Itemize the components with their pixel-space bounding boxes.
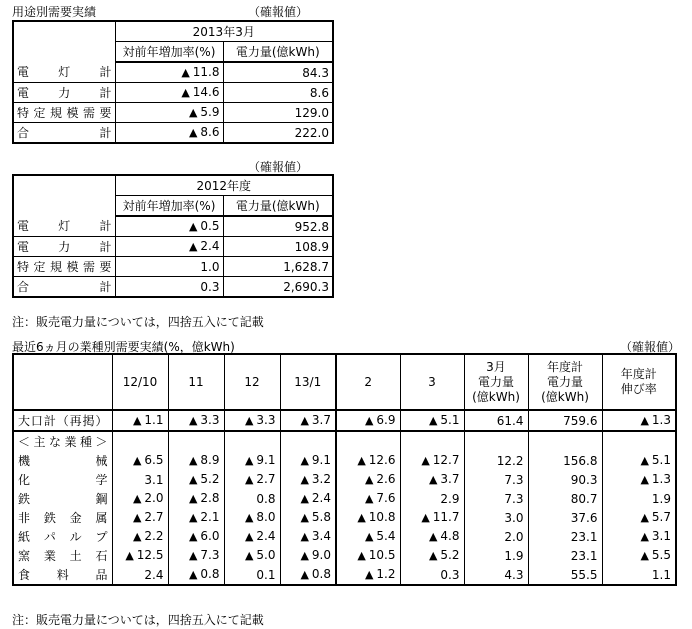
value-text: 1.9 xyxy=(651,491,671,506)
growth-cell xyxy=(280,508,336,527)
value-text: 2,690.3 xyxy=(283,279,329,294)
value-text: ▲ 2.8 xyxy=(189,491,220,505)
row-label-text: 大 口 計 （ 再 掲 ） xyxy=(18,413,108,428)
year-power-cell xyxy=(528,527,602,546)
year-power-cell xyxy=(528,451,602,470)
value-text: 1.1 xyxy=(651,567,671,582)
row-label xyxy=(13,216,115,237)
table-row xyxy=(13,123,333,144)
year-growth-cell xyxy=(602,565,676,585)
power-cell xyxy=(223,257,333,277)
power-cell xyxy=(223,277,333,298)
year-power-cell xyxy=(528,470,602,489)
growth-cell xyxy=(115,83,223,103)
growth-cell xyxy=(168,470,224,489)
row-label xyxy=(13,527,112,546)
section3-note: 注：販売電力量については，四捨五入にて記載 xyxy=(12,613,264,627)
table-row xyxy=(13,103,333,123)
growth-cell xyxy=(112,489,168,508)
table-row xyxy=(13,277,333,298)
month-power-cell xyxy=(464,508,528,527)
row-label xyxy=(13,508,112,527)
header-line: (億kWh) xyxy=(472,389,520,404)
row-label xyxy=(13,237,115,257)
value-text: ▲ 7.6 xyxy=(365,491,396,505)
year-growth-cell xyxy=(602,527,676,546)
growth-cell xyxy=(280,489,336,508)
growth-cell xyxy=(280,565,336,585)
table-row xyxy=(13,470,676,489)
growth-cell xyxy=(336,546,400,565)
section3-title: 最近6ヵ月の業種別需要実績(%，億kWh) xyxy=(12,340,235,354)
growth-cell xyxy=(115,103,223,123)
subheader-row xyxy=(13,431,676,451)
value-text: ▲ 2.0 xyxy=(133,491,164,505)
growth-cell xyxy=(112,546,168,565)
value-text: ▲ 3.2 xyxy=(300,472,331,486)
growth-cell xyxy=(336,565,400,585)
header-line: 3月 xyxy=(486,359,506,374)
month-power-cell xyxy=(464,546,528,565)
value-text: 0.3 xyxy=(200,279,220,294)
value-text: 0.3 xyxy=(440,567,460,582)
value-text: ▲ 3.4 xyxy=(300,529,331,543)
growth-cell xyxy=(115,123,223,144)
value-text: 2.0 xyxy=(504,529,524,544)
value-text: ▲ 5.0 xyxy=(245,548,276,562)
usage-table-month xyxy=(12,20,334,144)
growth-cell xyxy=(336,410,400,431)
value-text: ▲ 7.3 xyxy=(189,548,220,562)
row-label xyxy=(13,123,115,144)
growth-cell xyxy=(115,277,223,298)
row-label xyxy=(13,546,112,565)
growth-cell xyxy=(224,470,280,489)
growth-cell xyxy=(224,527,280,546)
row-label xyxy=(13,565,112,585)
month-header: 11 xyxy=(168,354,224,410)
growth-cell xyxy=(224,508,280,527)
summary-header xyxy=(602,354,676,410)
empty-cell xyxy=(280,431,336,451)
table-row xyxy=(13,489,676,508)
year-growth-cell xyxy=(602,508,676,527)
growth-cell xyxy=(115,257,223,277)
year-growth-cell xyxy=(602,410,676,431)
value-text: ▲ 2.7 xyxy=(133,510,164,524)
value-text: ▲ 1.3 xyxy=(640,413,671,427)
value-text: 2.4 xyxy=(144,567,164,582)
month-power-cell xyxy=(464,565,528,585)
power-cell xyxy=(223,83,333,103)
value-text: ▲ 6.0 xyxy=(189,529,220,543)
value-text: 759.6 xyxy=(563,413,598,428)
growth-cell xyxy=(168,410,224,431)
section1-status: （確報値） xyxy=(248,5,309,19)
power-cell xyxy=(223,123,333,144)
value-text: 1,628.7 xyxy=(283,259,329,274)
growth-cell xyxy=(336,451,400,470)
value-text: ▲ 8.9 xyxy=(189,453,220,467)
month-header: 12 xyxy=(224,354,280,410)
corner-cell xyxy=(13,354,112,410)
row-label-text: 鉄 鋼 xyxy=(18,491,108,506)
value-text: ▲ 14.6 xyxy=(181,85,219,99)
value-text: ▲ 3.3 xyxy=(189,413,220,427)
value-text: 4.3 xyxy=(504,567,524,582)
growth-cell xyxy=(400,410,464,431)
row-label-text: 電 灯 計 xyxy=(17,219,112,233)
growth-cell xyxy=(112,565,168,585)
value-text: 222.0 xyxy=(294,125,329,140)
month-power-cell xyxy=(464,527,528,546)
growth-cell xyxy=(115,62,223,83)
col-power-header: 電力量(億kWh) xyxy=(223,196,333,217)
value-text: ▲ 9.0 xyxy=(300,548,331,562)
summary-header xyxy=(464,354,528,410)
value-text: ▲ 12.7 xyxy=(421,453,459,467)
value-text: ▲ 11.7 xyxy=(421,510,459,524)
table-row xyxy=(13,508,676,527)
table-row xyxy=(13,62,333,83)
value-text: 108.9 xyxy=(294,239,329,254)
growth-cell xyxy=(280,410,336,431)
table-row xyxy=(13,83,333,103)
row-label-text: 合 計 xyxy=(17,125,112,140)
growth-cell xyxy=(400,565,464,585)
year-growth-cell xyxy=(602,470,676,489)
value-text: ▲ 1.1 xyxy=(133,413,164,427)
value-text: 3.1 xyxy=(144,472,164,487)
value-text: 8.6 xyxy=(309,85,329,100)
value-text: ▲ 5.2 xyxy=(429,548,460,562)
value-text: ▲ 8.0 xyxy=(245,510,276,524)
value-text: ▲ 2.1 xyxy=(189,510,220,524)
value-text: 129.0 xyxy=(294,105,329,120)
header-line: 電力量 xyxy=(477,374,514,389)
value-text: ▲ 6.5 xyxy=(133,453,164,467)
period-header: 2012年度 xyxy=(115,175,333,196)
value-text: ▲ 9.1 xyxy=(245,453,276,467)
section2-status: （確報値） xyxy=(248,160,309,174)
value-text: 0.8 xyxy=(256,491,276,506)
year-growth-cell xyxy=(602,546,676,565)
row-label-text: 紙 パ ル プ xyxy=(18,529,108,544)
power-cell xyxy=(223,216,333,237)
row-label-text: 電 灯 計 xyxy=(17,65,112,79)
year-power-cell xyxy=(528,546,602,565)
growth-cell xyxy=(168,451,224,470)
growth-cell xyxy=(224,546,280,565)
section2-note: 注：販売電力量については，四捨五入にて記載 xyxy=(12,315,264,329)
col-growth-header: 対前年増加率(%) xyxy=(115,196,223,217)
value-text: 2.9 xyxy=(440,491,460,506)
value-text: ▲ 3.1 xyxy=(640,529,671,543)
table-row xyxy=(13,410,676,431)
col-power-header: 電力量(億kWh) xyxy=(223,42,333,63)
row-label-text: 合 計 xyxy=(17,279,112,294)
value-text: ▲ 5.7 xyxy=(640,510,671,524)
value-text: ▲ 5.4 xyxy=(365,529,396,543)
value-text: 0.1 xyxy=(256,567,276,582)
growth-cell xyxy=(336,489,400,508)
growth-cell xyxy=(400,508,464,527)
year-power-cell xyxy=(528,508,602,527)
corner-cell xyxy=(13,21,115,62)
row-label xyxy=(13,470,112,489)
growth-cell xyxy=(115,216,223,237)
value-text: ▲ 5.8 xyxy=(300,510,331,524)
value-text: ▲ 1.2 xyxy=(365,567,396,581)
value-text: 156.8 xyxy=(563,453,598,468)
growth-cell xyxy=(336,527,400,546)
header-line: 年度計 xyxy=(546,359,583,374)
row-label-text: 窯 業 土 石 xyxy=(18,548,108,563)
value-text: 37.6 xyxy=(570,510,598,525)
month-power-cell xyxy=(464,489,528,508)
growth-cell xyxy=(400,546,464,565)
header-line: (億kWh) xyxy=(541,389,589,404)
value-text: 90.3 xyxy=(570,472,598,487)
row-label xyxy=(13,62,115,83)
value-text: 23.1 xyxy=(570,529,598,544)
row-label xyxy=(13,277,115,298)
year-power-cell xyxy=(528,410,602,431)
table-row xyxy=(13,565,676,585)
month-power-cell xyxy=(464,470,528,489)
growth-cell xyxy=(336,470,400,489)
row-label-text: 特 定 規 模 需 要 xyxy=(17,105,112,120)
value-text: ▲ 3.7 xyxy=(300,413,331,427)
power-cell xyxy=(223,237,333,257)
empty-cell xyxy=(464,431,528,451)
value-text: 1.0 xyxy=(200,259,220,274)
value-text: 12.2 xyxy=(496,453,524,468)
row-label-text: 電 力 計 xyxy=(17,85,112,100)
value-text: ▲ 2.4 xyxy=(245,529,276,543)
year-growth-cell xyxy=(602,489,676,508)
value-text: ▲ 2.4 xyxy=(189,239,220,253)
growth-cell xyxy=(115,237,223,257)
col-growth-header: 対前年増加率(%) xyxy=(115,42,223,63)
growth-cell xyxy=(224,451,280,470)
growth-cell xyxy=(400,451,464,470)
row-label xyxy=(13,83,115,103)
value-text: ▲ 0.5 xyxy=(189,219,220,233)
power-cell xyxy=(223,103,333,123)
table-row xyxy=(13,451,676,470)
value-text: ▲ 12.6 xyxy=(357,453,395,467)
row-label xyxy=(13,103,115,123)
growth-cell xyxy=(400,470,464,489)
table-row xyxy=(13,546,676,565)
growth-cell xyxy=(280,470,336,489)
growth-cell xyxy=(224,565,280,585)
growth-cell xyxy=(112,527,168,546)
value-text: ▲ 3.3 xyxy=(245,413,276,427)
value-text: ▲ 10.5 xyxy=(357,548,395,562)
month-header: 2 xyxy=(336,354,400,410)
month-header: 12/10 xyxy=(112,354,168,410)
value-text: ▲ 2.2 xyxy=(133,529,164,543)
corner-cell xyxy=(13,175,115,216)
value-text: 23.1 xyxy=(570,548,598,563)
value-text: 84.3 xyxy=(302,65,329,80)
growth-cell xyxy=(224,410,280,431)
empty-cell xyxy=(112,431,168,451)
value-text: ▲ 2.6 xyxy=(365,472,396,486)
header-line: 年度計 xyxy=(620,367,657,381)
growth-cell xyxy=(400,527,464,546)
value-text: ▲ 5.9 xyxy=(189,105,220,119)
growth-cell xyxy=(112,508,168,527)
industry-demand-table xyxy=(12,353,677,586)
value-text: 952.8 xyxy=(294,219,329,234)
value-text: 3.0 xyxy=(504,510,524,525)
value-text: ▲ 9.1 xyxy=(300,453,331,467)
row-label-text: 非 鉄 金 属 xyxy=(18,510,108,525)
value-text: ▲ 12.5 xyxy=(125,548,163,562)
row-label-text: ＜ 主 な 業 種 ＞ xyxy=(18,434,108,449)
value-text: ▲ 2.7 xyxy=(245,472,276,486)
value-text: ▲ 2.4 xyxy=(300,491,331,505)
growth-cell xyxy=(224,489,280,508)
growth-cell xyxy=(280,527,336,546)
month-header: 13/1 xyxy=(280,354,336,410)
row-label-text: 特 定 規 模 需 要 xyxy=(17,259,112,274)
year-growth-cell xyxy=(602,451,676,470)
empty-cell xyxy=(224,431,280,451)
value-text: ▲ 5.5 xyxy=(640,548,671,562)
row-label xyxy=(13,489,112,508)
year-power-cell xyxy=(528,489,602,508)
value-text: 7.3 xyxy=(504,491,524,506)
section3-status: （確報値） xyxy=(620,340,681,354)
growth-cell xyxy=(112,451,168,470)
value-text: ▲ 10.8 xyxy=(357,510,395,524)
value-text: ▲ 4.8 xyxy=(429,529,460,543)
empty-cell xyxy=(602,431,676,451)
value-text: ▲ 1.3 xyxy=(640,472,671,486)
summary-header xyxy=(528,354,602,410)
growth-cell xyxy=(280,546,336,565)
growth-cell xyxy=(336,508,400,527)
value-text: ▲ 5.1 xyxy=(640,453,671,467)
value-text: 61.4 xyxy=(496,413,524,428)
value-text: ▲ 5.2 xyxy=(189,472,220,486)
value-text: ▲ 0.8 xyxy=(189,567,220,581)
value-text: 80.7 xyxy=(570,491,598,506)
month-power-cell xyxy=(464,451,528,470)
section1-title: 用途別需要実績 xyxy=(12,5,97,19)
empty-cell xyxy=(400,431,464,451)
empty-cell xyxy=(336,431,400,451)
value-text: ▲ 3.7 xyxy=(429,472,460,486)
value-text: 1.9 xyxy=(504,548,524,563)
growth-cell xyxy=(168,508,224,527)
growth-cell xyxy=(168,489,224,508)
row-label xyxy=(13,431,112,451)
empty-cell xyxy=(168,431,224,451)
growth-cell xyxy=(168,546,224,565)
table-row xyxy=(13,257,333,277)
growth-cell xyxy=(112,470,168,489)
value-text: ▲ 6.9 xyxy=(365,413,396,427)
growth-cell xyxy=(112,410,168,431)
value-text: ▲ 5.1 xyxy=(429,413,460,427)
growth-cell xyxy=(280,451,336,470)
empty-cell xyxy=(528,431,602,451)
row-label-text: 食 料 品 xyxy=(18,567,108,582)
usage-table-year xyxy=(12,174,334,298)
row-label-text: 機 械 xyxy=(18,453,108,468)
month-power-cell xyxy=(464,410,528,431)
value-text: 55.5 xyxy=(570,567,598,582)
growth-cell xyxy=(400,489,464,508)
row-label-text: 電 力 計 xyxy=(17,239,112,254)
row-label-text: 化 学 xyxy=(18,472,108,487)
growth-cell xyxy=(168,565,224,585)
row-label xyxy=(13,410,112,431)
period-header: 2013年3月 xyxy=(115,21,333,42)
power-cell xyxy=(223,62,333,83)
header-line: 伸び率 xyxy=(620,382,657,396)
row-label xyxy=(13,257,115,277)
value-text: ▲ 11.8 xyxy=(181,65,219,79)
table-row xyxy=(13,237,333,257)
value-text: ▲ 0.8 xyxy=(300,567,331,581)
row-label xyxy=(13,451,112,470)
year-power-cell xyxy=(528,565,602,585)
value-text: 7.3 xyxy=(504,472,524,487)
header-line: 電力量 xyxy=(546,374,583,389)
value-text: ▲ 8.6 xyxy=(189,125,220,139)
table-row xyxy=(13,216,333,237)
growth-cell xyxy=(168,527,224,546)
table-row xyxy=(13,527,676,546)
month-header: 3 xyxy=(400,354,464,410)
